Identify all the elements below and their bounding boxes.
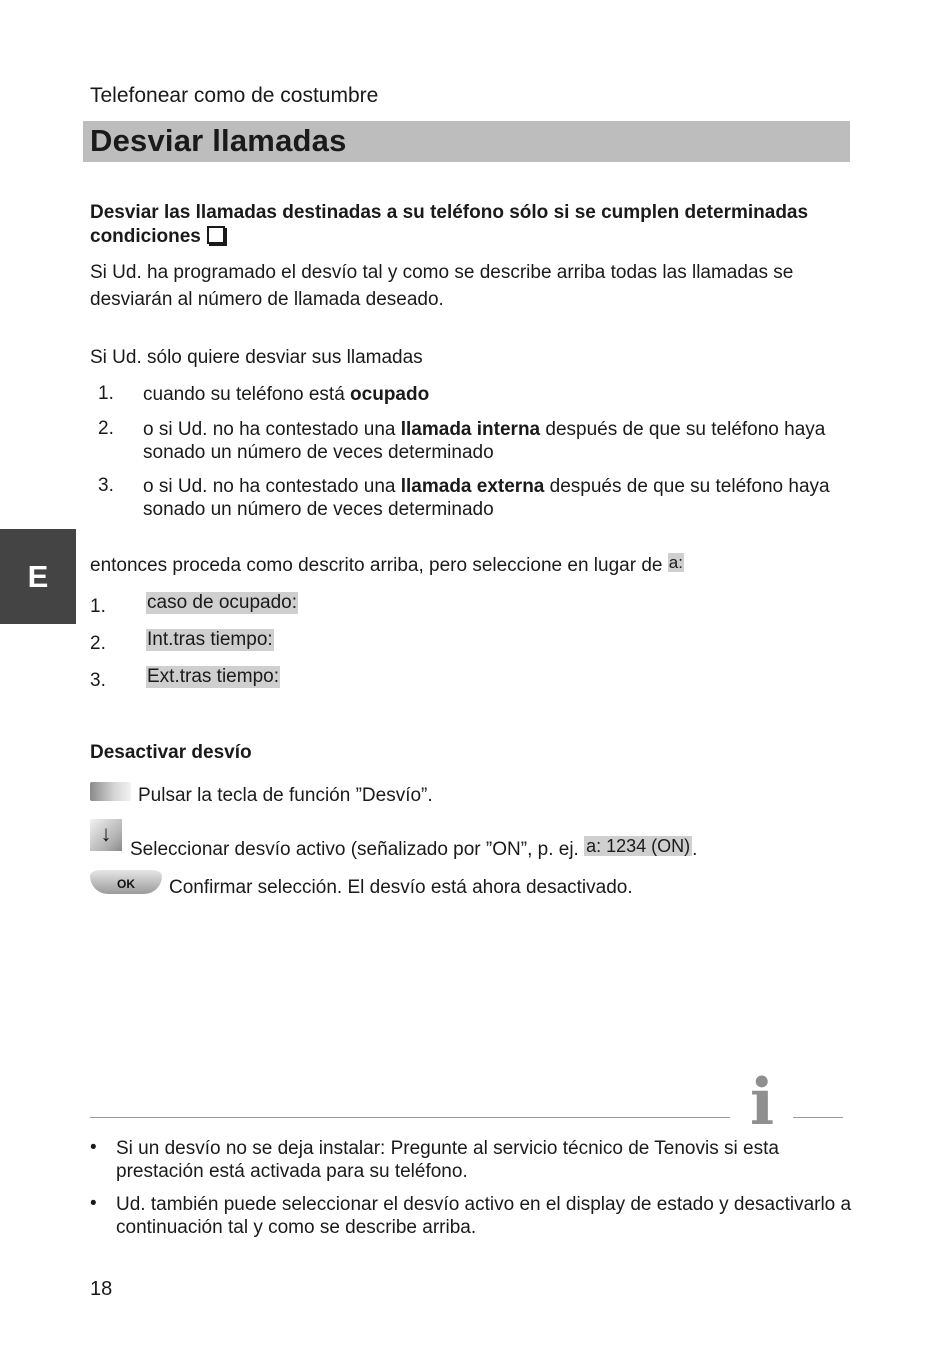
bullet-icon: • (90, 1193, 97, 1214)
condition-text: o si Ud. no ha contestado una (143, 419, 401, 440)
option-number: 2. (90, 633, 106, 654)
page-title: Desviar llamadas (90, 123, 347, 158)
checkbox-icon (207, 226, 225, 244)
note-item: Si un desvío no se deja instalar: Pregunte al servicio técnico de Tenovis si esta prestación está activada para su teléfono. (116, 1138, 779, 1182)
option-number: 1. (90, 596, 106, 617)
condition-number: 3. (98, 475, 114, 496)
step-2 (130, 836, 697, 861)
function-key-icon (90, 782, 131, 801)
entonces-text: entonces proceda como descrito arriba, pero seleccione en lugar de (90, 555, 668, 576)
condition-bold: llamada interna (400, 419, 541, 440)
step-3: Confirmar selección. El desvío está ahora desactivado. (169, 877, 633, 898)
divider (90, 1117, 730, 1118)
bullet-icon: • (90, 1137, 97, 1158)
condition-bold: ocupado (350, 384, 430, 405)
condition-text-post: después de que su teléfono haya sonado un número de veces determinado (143, 476, 830, 520)
entonces-line (90, 553, 684, 577)
intro-paragraph: Si Ud. ha programado el desvío tal y como se describe arriba todas las llamadas se desviarán al número de llamada deseado. (90, 262, 794, 310)
note-item: Ud. también puede seleccionar el desvío activo en el display de estado y desactivarlo a continuación tal y como se describe arriba. (116, 1194, 852, 1238)
condition-number: 1. (98, 383, 114, 404)
ok-key-icon: OK (90, 870, 162, 894)
condition-text-post: después de que su teléfono haya sonado un número de veces determinado (143, 419, 826, 463)
step-1: Pulsar la tecla de función ”Desvío”. (138, 785, 433, 806)
condition-item (143, 418, 843, 464)
info-icon: i (749, 1065, 775, 1140)
step-2-end: . (692, 839, 698, 860)
condition-item (143, 475, 843, 521)
divider (793, 1117, 843, 1118)
display-option: Ext.tras tiempo: (147, 666, 279, 687)
display-option: caso de ocupado: (147, 592, 298, 613)
subheading (90, 201, 850, 249)
step-2-text: Seleccionar desvío activo (señalizado por ”ON”, p. ej. (130, 839, 585, 860)
display-option: Int.tras tiempo: (147, 629, 273, 650)
deactivate-heading: Desactivar desvío (90, 742, 252, 763)
down-arrow-key-icon: ↓ (90, 819, 122, 851)
condition-text: o si Ud. no ha contestado una (143, 476, 401, 497)
conditions-intro: Si Ud. sólo quiere desviar sus llamadas (90, 347, 423, 368)
condition-item (143, 383, 843, 406)
page-number: 18 (90, 1278, 113, 1300)
condition-number: 2. (98, 418, 114, 439)
display-text-a: a: (668, 553, 683, 572)
condition-bold: llamada externa (400, 476, 545, 497)
language-tab: E (0, 529, 76, 624)
subheading-text: Desviar las llamadas destinadas a su teléfono sólo si se cumplen determinadas condiciones (90, 202, 809, 247)
display-example: a: 1234 (ON) (586, 836, 691, 856)
section-header: Telefonear como de costumbre (90, 84, 379, 107)
option-number: 3. (90, 670, 106, 691)
condition-text: cuando su teléfono está (143, 384, 351, 405)
